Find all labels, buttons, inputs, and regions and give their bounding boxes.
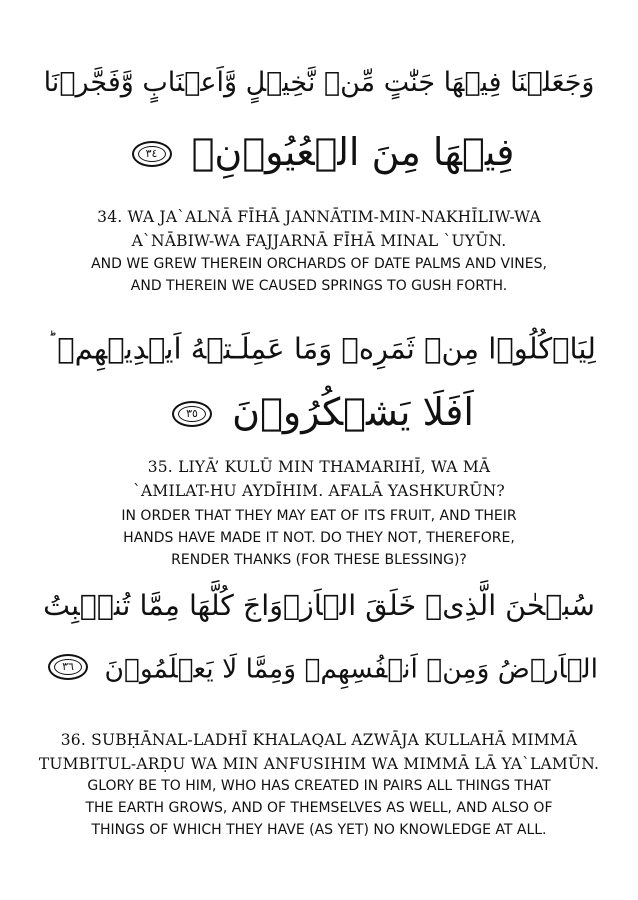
arabic-text: وَجَعَلۡنَا فِيۡهَا جَنّٰتٍ مِّنۡ نَّخِيۡلٍ وَّاَعۡنَابٍ وَّفَجَّرۡنَا: [43, 67, 595, 98]
translation-line: THINGS OF WHICH THEY HAVE (AS YET) NO KNOWLEDGE AT ALL.: [91, 822, 547, 838]
translation-line: AND THEREIN WE CAUSED SPRINGS TO GUSH FORTH.: [130, 278, 508, 294]
verse-36-arabic-line-1: [40, 590, 598, 621]
ayah-marker-35: [172, 394, 212, 436]
verse-35-arabic-line-1: [40, 330, 598, 366]
translation-line: THE EARTH GROWS, AND OF THEMSELVES AS WELL, AND ALSO OF: [85, 800, 553, 816]
translit-line: 36. SUBḤĀNAL-LADHĪ KHALAQAL AZWĀJA KULLAHĀ MIMMĀ: [60, 731, 578, 749]
verse-36-transliteration: [20, 728, 618, 776]
arabic-text: سُبۡحٰنَ الَّذِىۡ خَلَقَ الۡاَزۡوَاجَ كُلَّهَا مِمَّا تُنۡۢبِتُ: [43, 589, 595, 622]
arabic-text: لِيَاۡكُلُوۡا مِنۡ ثَمَرِهٖ وَمَا عَمِلَـتۡهُ اَيۡدِيۡهِمۡ: [57, 331, 596, 366]
ayah-end-icon: [48, 654, 88, 680]
translit-line: `AMILAT-HU AYDĪHIM. AFALĀ YASHKURŪN?: [133, 482, 505, 500]
translit-line: TUMBITUL-ARḌU WA MIN ANFUSIHIM WA MIMMĀ LĀ YA`LAMŪN.: [38, 755, 600, 773]
translation-line: HANDS HAVE MADE IT NOT. DO THEY NOT, THEREFORE,: [123, 530, 515, 546]
arabic-text: فِيۡهَا مِنَ الۡعُيُوۡنِۙ: [191, 130, 515, 174]
translit-line: A`NĀBIW-WA FAJJARNĀ FĪHĀ MINAL `UYŪN.: [131, 232, 507, 250]
translation-line: GLORY BE TO HIM, WHO HAS CREATED IN PAIRS ALL THINGS THAT: [87, 778, 551, 794]
translit-line: 35. LIYĀ’ KULŪ MIN THAMARIHĪ, WA MĀ: [147, 458, 491, 476]
ayah-number: ٣٥: [186, 406, 198, 420]
verse-34-arabic-line-1: [40, 68, 598, 98]
translation-line: AND WE GREW THEREIN ORCHARDS OF DATE PALMS AND VINES,: [91, 256, 547, 272]
verse-36-translation: [20, 775, 618, 841]
ayah-end-icon: [132, 141, 172, 167]
translit-line: 34. WA JA`ALNĀ FĪHĀ JANNĀTIM-MIN-NAKHĪLIW-WA: [97, 208, 541, 226]
verse-34-translation: [20, 253, 618, 297]
arabic-text: الۡاَرۡضُ وَمِنۡ اَنۡفُسِهِمۡ وَمِمَّا لَا يَعۡلَمُوۡنَ: [104, 653, 598, 685]
ayah-end-icon: [172, 401, 212, 427]
translation-line: IN ORDER THAT THEY MAY EAT OF ITS FRUIT, AND THEIR: [121, 508, 517, 524]
arabic-text: اَفَلَا يَشۡكُرُوۡنَ: [232, 390, 474, 434]
ayah-marker-34: [132, 134, 172, 176]
verse-35-translation: [20, 505, 618, 571]
ayah-number: ٣٦: [62, 660, 74, 673]
ayah-marker-36: [48, 654, 88, 686]
verse-35-transliteration: [20, 455, 618, 503]
verse-35-arabic-line-2: [40, 392, 598, 435]
verse-34-transliteration: [20, 205, 618, 253]
verse-34-arabic-line-2: [40, 132, 598, 175]
translation-line: RENDER THANKS (FOR THESE BLESSING)?: [171, 552, 467, 568]
ayah-number: ٣٤: [145, 146, 158, 160]
verse-36-arabic-line-2: [40, 654, 598, 686]
